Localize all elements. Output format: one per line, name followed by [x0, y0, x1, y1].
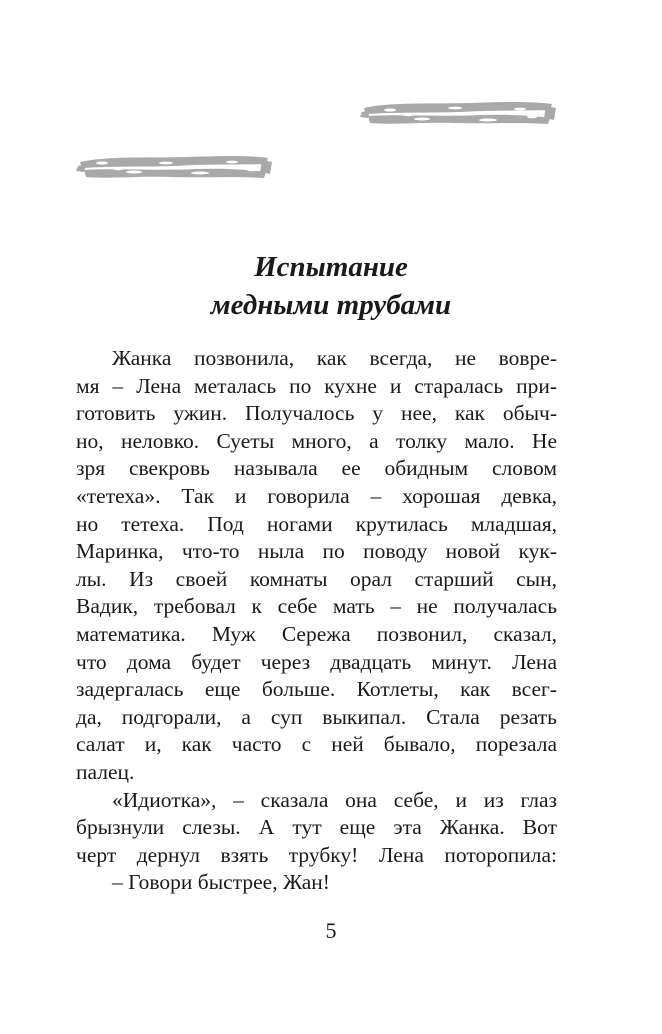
text-line: Маринка, что-то ныла по поводу новой кук-	[76, 539, 557, 564]
text-line: черт дернул взять трубку! Лена поторопила:	[76, 842, 557, 867]
text-line: Жанка позвонила, как всегда, не вовре-	[112, 346, 557, 370]
text-line: «Идиотка», – сказала она себе, и из глаз	[112, 787, 557, 812]
brush-ornament-top	[360, 98, 556, 130]
text-line: «тетеха». Так и говорила – хорошая девка,	[76, 483, 557, 508]
text-line: да, подгорали, а суп выкипал. Стала резать	[76, 704, 557, 729]
chapter-title-line-2: медными трубами	[210, 289, 452, 321]
brush-ornament-left	[76, 152, 272, 184]
text-line: брызнули слезы. А тут еще эта Жанка. Вот	[76, 815, 557, 840]
text-line: но тетеха. Под ногами крутилась младшая,	[76, 511, 557, 536]
text-line: зря свекровь называла ее обидным словом	[76, 456, 557, 481]
text-line: математика. Муж Сережа позвонил, сказал,	[76, 621, 557, 646]
body-text	[76, 345, 557, 897]
text-line: что дома будет через двадцать минут. Лена	[76, 649, 557, 674]
text-line: палец.	[76, 759, 135, 784]
text-line: мя – Лена металась по кухне и старалась при-	[76, 373, 557, 398]
chapter-title-line-1: Испытание	[254, 251, 408, 283]
chapter-title	[0, 248, 662, 324]
text-line: готовить ужин. Получалось у нее, как обыч-	[76, 401, 557, 426]
text-line: салат и, как часто с ней бывало, порезала	[76, 732, 557, 757]
text-line: лы. Из своей комнаты орал старший сын,	[76, 566, 557, 591]
page-number: 5	[325, 918, 337, 943]
text-line: – Говори быстрее, Жан!	[112, 870, 330, 895]
text-line: задергалась еще больше. Котлеты, как всег-	[76, 677, 557, 702]
text-line: но, неловко. Суеты много, а толку мало. Не	[76, 428, 557, 453]
text-line: Вадик, требовал к себе мать – не получалась	[76, 594, 557, 619]
